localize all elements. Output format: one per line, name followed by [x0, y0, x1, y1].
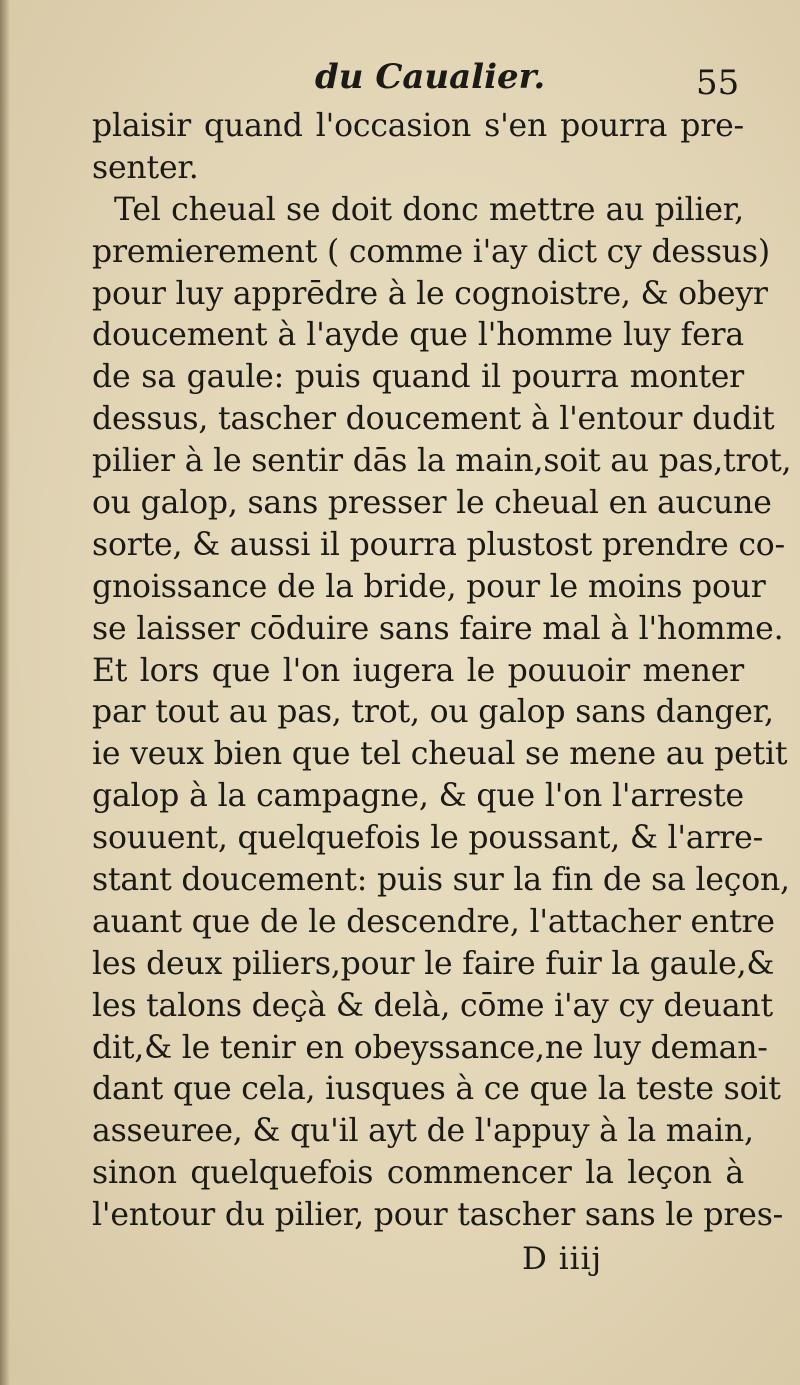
text-line: les deux piliers,pour le faire fuir la gaule,&: [92, 945, 775, 982]
text-line: dit,& le tenir en obeyssance,ne luy deman-: [92, 1029, 768, 1066]
text-line: souuent, quelquefois le poussant, & l'arre-: [92, 820, 764, 857]
text-line: pilier à le sentir dās la main,soit au pas,trot,: [92, 443, 792, 480]
text-line: asseuree, & qu'il ayt de l'appuy à la main,: [92, 1113, 754, 1150]
text-line: gnoissance de la bride, pour le moins pour: [92, 568, 766, 605]
text-line: galop à la campagne, & que l'on l'arreste: [92, 778, 744, 815]
text-line: ou galop, sans presser le cheual en aucune: [92, 485, 772, 522]
text-line: doucement à l'ayde que l'homme luy fera: [92, 317, 744, 354]
text-line: sorte, & aussi il pourra plustost prendre co-: [92, 526, 785, 563]
page-gutter-edge: [0, 0, 10, 1385]
text-line: dant que cela, iusques à ce que la teste soit: [92, 1071, 781, 1108]
text-line: de sa gaule: puis quand il pourra monter: [92, 359, 744, 396]
text-line: Et lors que l'on iugera le pouuoir mener: [92, 652, 744, 689]
text-line: les talons deçà & delà, cōme i'ay cy deuant: [92, 987, 773, 1024]
text-line: ie veux bien que tel cheual se mene au petit: [92, 736, 788, 773]
signature-mark: D iiij: [522, 1241, 603, 1277]
text-line: senter.: [92, 149, 199, 186]
text-line: plaisir quand l'occasion s'en pourra pre-: [92, 108, 744, 144]
text-line: premierement ( comme i'ay dict cy dessus): [92, 233, 770, 270]
page-number: 55: [696, 63, 740, 103]
text-line: se laisser cōduire sans faire mal à l'homme.: [92, 610, 784, 647]
running-title: du Caualier.: [315, 57, 546, 97]
text-line: stant doucement: puis sur la fin de sa leçon,: [92, 862, 790, 899]
text-line: par tout au pas, trot, ou galop sans danger,: [92, 694, 774, 731]
text-line-paragraph-start: Tel cheual se doit donc mettre au pilier,: [114, 191, 744, 228]
text-line: dessus, tascher doucement à l'entour dudit: [92, 401, 775, 438]
text-line: l'entour du pilier, pour tascher sans le pres-: [92, 1197, 784, 1234]
text-line: sinon quelquefois commencer la leçon à: [92, 1155, 744, 1192]
page-header: [0, 52, 800, 102]
body-text: [92, 106, 792, 1237]
text-line: pour luy apprēdre à le cognoistre, & obeyr: [92, 275, 768, 312]
text-line: auant que de le descendre, l'attacher entre: [92, 903, 775, 940]
